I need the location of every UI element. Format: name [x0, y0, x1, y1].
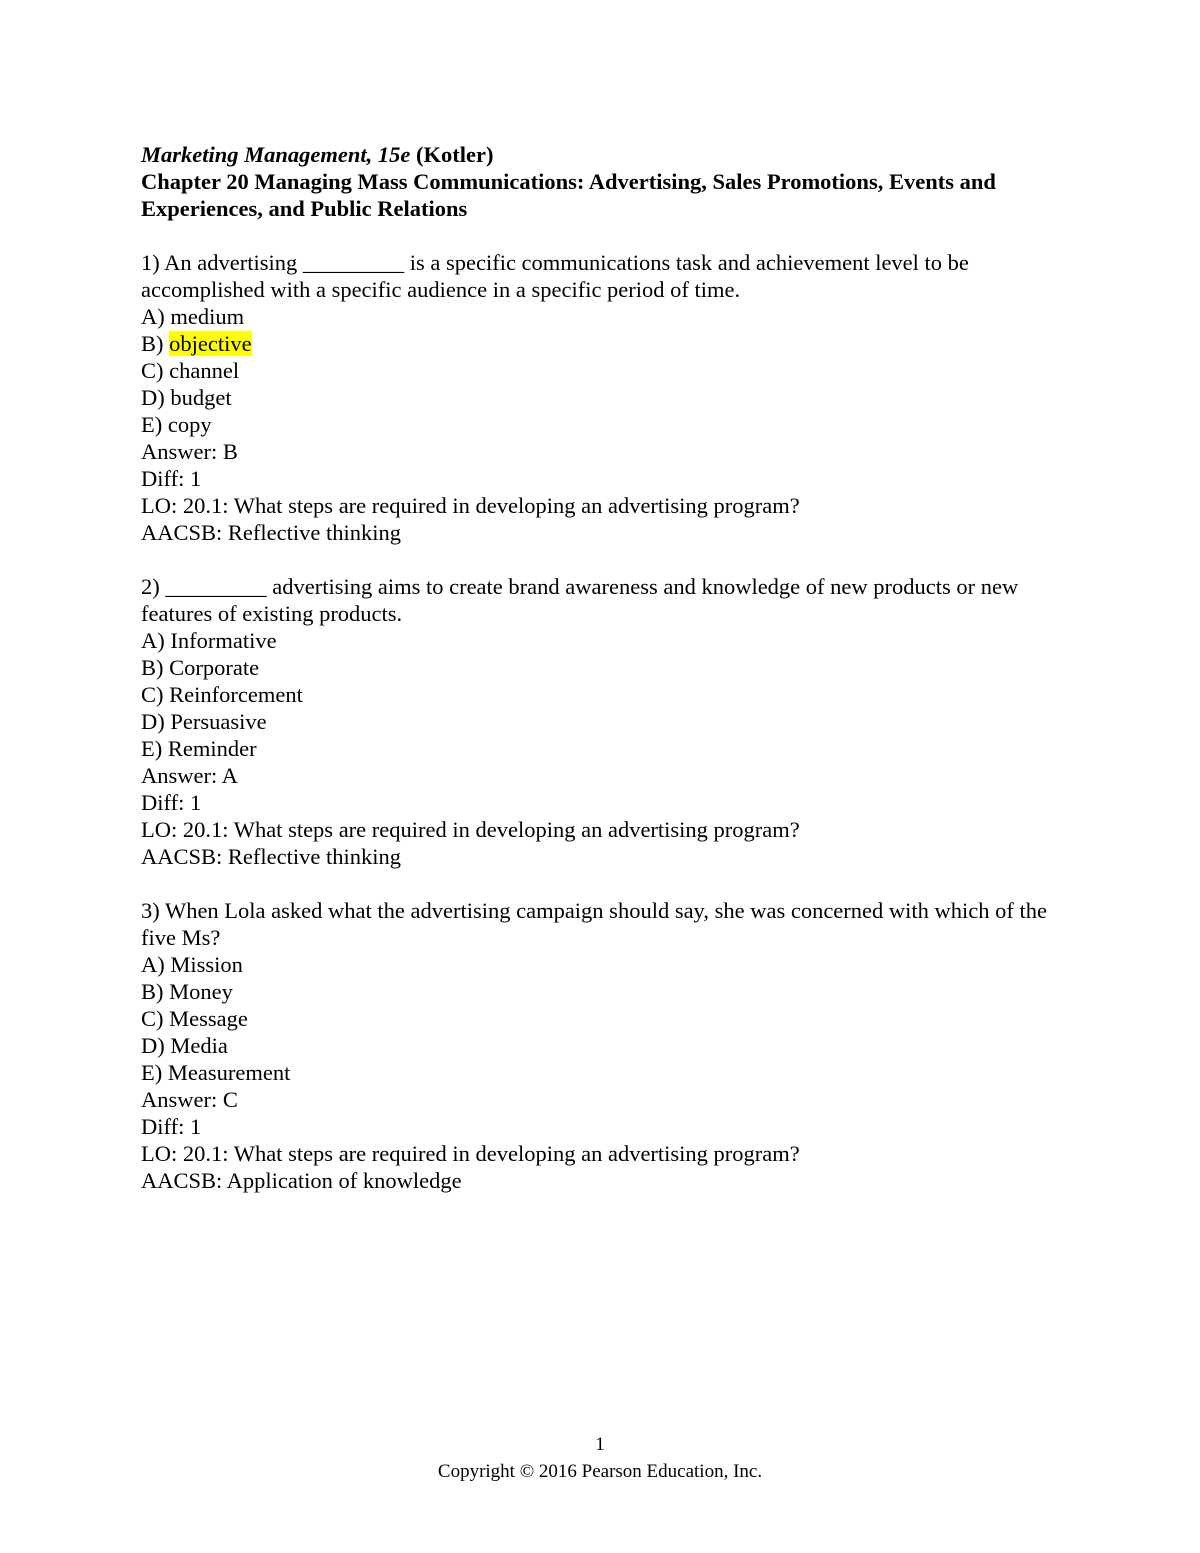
option-text: channel	[169, 358, 240, 383]
chapter-title: Chapter 20 Managing Mass Communications: Advertising, Sales Promotions, Events and Experiences, and Public Relations	[141, 169, 996, 221]
option-prefix: E)	[141, 1060, 168, 1085]
option-c	[141, 1005, 1071, 1032]
option-prefix: A)	[141, 304, 171, 329]
option-e	[141, 411, 1071, 438]
option-prefix: D)	[141, 709, 171, 734]
option-text: Measurement	[167, 1060, 291, 1085]
question-1	[141, 249, 1071, 546]
copyright-notice: Copyright © 2016 Pearson Education, Inc.	[437, 1461, 763, 1482]
option-prefix: A)	[141, 952, 171, 977]
option-prefix: C)	[141, 682, 170, 707]
question-stem: 1) An advertising _________ is a specific communications task and achievement level to be accomplished with a specific audience in a specific period of time.	[141, 250, 969, 302]
question-3	[141, 897, 1071, 1194]
book-title: Marketing Management, 15e	[141, 142, 411, 167]
answer: Answer: B	[141, 439, 238, 464]
option-a	[141, 303, 1071, 330]
option-d	[141, 1032, 1071, 1059]
option-text: Informative	[170, 628, 277, 653]
option-text: Money	[169, 979, 233, 1004]
option-prefix: B)	[141, 331, 170, 356]
option-a	[141, 951, 1071, 978]
difficulty: Diff: 1	[141, 1114, 202, 1139]
learning-objective: LO: 20.1: What steps are required in developing an advertising program?	[141, 1141, 800, 1166]
option-text: Corporate	[169, 655, 260, 680]
option-text: Media	[170, 1033, 228, 1058]
aacsb: AACSB: Application of knowledge	[141, 1168, 462, 1193]
option-text: Mission	[170, 952, 243, 977]
option-prefix: A)	[141, 628, 171, 653]
page-number: 1	[595, 1434, 605, 1455]
answer: Answer: C	[141, 1087, 238, 1112]
option-text: Reinforcement	[169, 682, 303, 707]
option-prefix: B)	[141, 655, 170, 680]
option-b	[141, 654, 1071, 681]
option-a	[141, 627, 1071, 654]
option-d	[141, 384, 1071, 411]
option-e	[141, 735, 1071, 762]
option-b	[141, 330, 1071, 357]
option-c	[141, 357, 1071, 384]
option-c	[141, 681, 1071, 708]
option-prefix: D)	[141, 1033, 171, 1058]
option-b	[141, 978, 1071, 1005]
book-title-line	[141, 141, 1071, 168]
option-text: medium	[170, 304, 245, 329]
option-e	[141, 1059, 1071, 1086]
option-text: copy	[167, 412, 212, 437]
option-text: Reminder	[167, 736, 257, 761]
option-prefix: D)	[141, 385, 171, 410]
option-text: Persuasive	[170, 709, 267, 734]
question-2	[141, 573, 1071, 870]
option-text: Message	[169, 1006, 248, 1031]
answer: Answer: A	[141, 763, 238, 788]
aacsb: AACSB: Reflective thinking	[141, 520, 401, 545]
learning-objective: LO: 20.1: What steps are required in developing an advertising program?	[141, 817, 800, 842]
book-author: (Kotler)	[416, 142, 494, 167]
option-d	[141, 708, 1071, 735]
difficulty: Diff: 1	[141, 790, 202, 815]
aacsb: AACSB: Reflective thinking	[141, 844, 401, 869]
question-stem: 2) _________ advertising aims to create brand awareness and knowledge of new products or new features of existing products.	[141, 574, 1019, 626]
difficulty: Diff: 1	[141, 466, 202, 491]
option-prefix: E)	[141, 736, 168, 761]
question-stem: 3) When Lola asked what the advertising campaign should say, she was concerned with which of the five Ms?	[141, 898, 1047, 950]
option-prefix: C)	[141, 358, 170, 383]
option-prefix: B)	[141, 979, 170, 1004]
highlighted-option-text: objective	[169, 331, 252, 356]
learning-objective: LO: 20.1: What steps are required in developing an advertising program?	[141, 493, 800, 518]
option-text: budget	[170, 385, 232, 410]
document-body	[141, 141, 1071, 1194]
option-prefix: E)	[141, 412, 168, 437]
option-prefix: C)	[141, 1006, 170, 1031]
